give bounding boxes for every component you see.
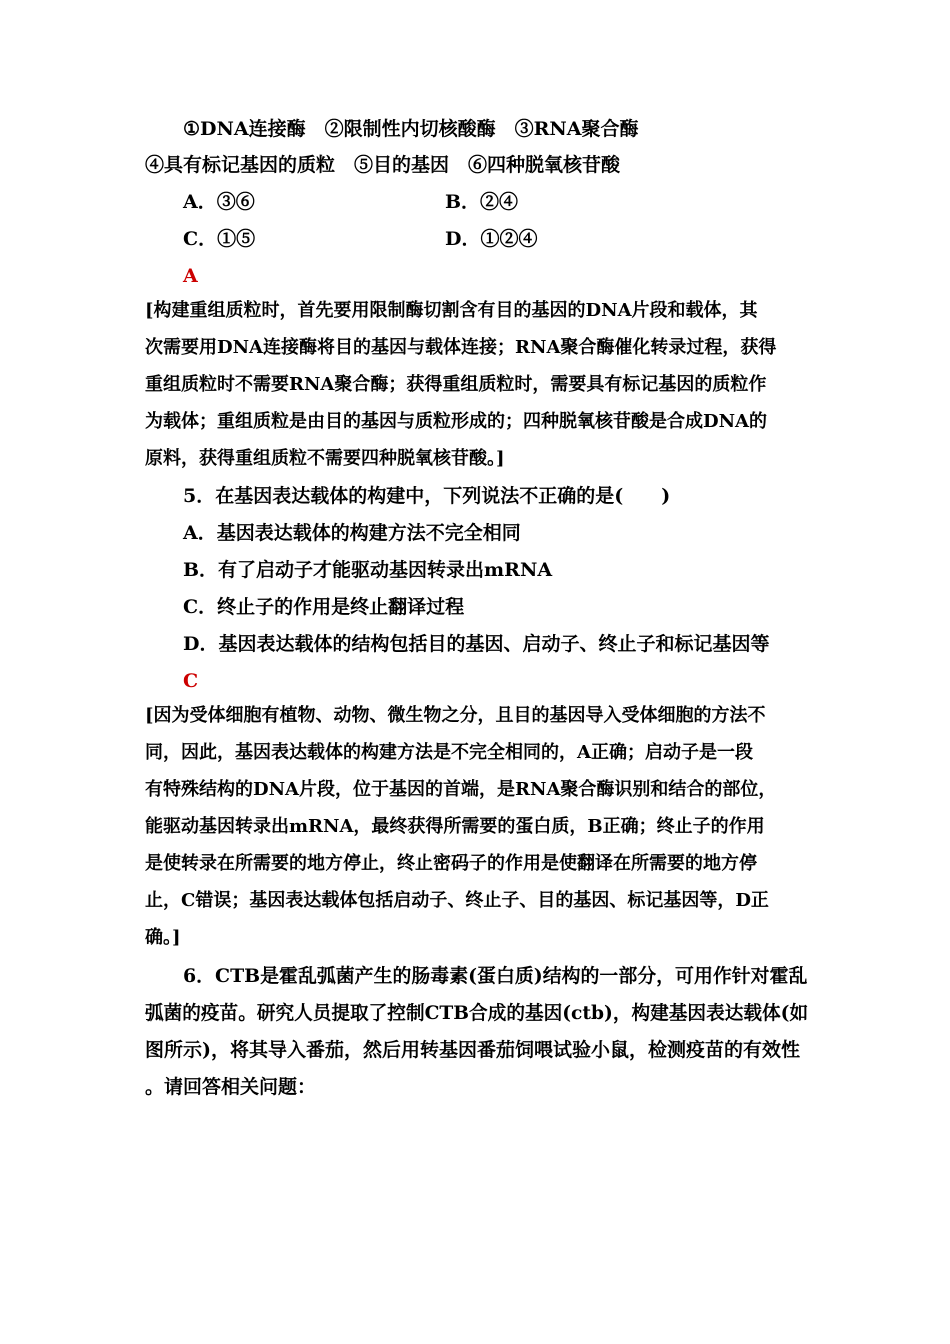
q5-stem: 5．在基因表达载体的构建中，下列说法不正确的是( )	[183, 485, 671, 507]
q5-explanation-line: 止，C错误；基因表达载体包括启动子、终止子、目的基因、标记基因等，D正	[145, 890, 769, 911]
q4-choice-d: D．①②④	[445, 228, 538, 250]
q5-explanation-line: 能驱动基因转录出mRNA，最终获得所需要的蛋白质，B正确；终止子的作用	[145, 816, 765, 837]
q6-stem-line: 弧菌的疫苗。研究人员提取了控制CTB合成的基因(ctb)，构建基因表达载体(如	[145, 1002, 809, 1024]
q4-choice-c: C．①⑤	[183, 228, 256, 250]
q6-stem-line: 图所示)，将其导入番茄，然后用转基因番茄饲喂试验小鼠，检测疫苗的有效性	[145, 1039, 800, 1061]
q4-choice-a: A．③⑥	[183, 191, 255, 213]
q4-explanation-line: 重组质粒时不需要RNA聚合酶；获得重组质粒时，需要具有标记基因的质粒作	[145, 374, 767, 395]
q5-answer: C	[183, 670, 199, 692]
q5-choice-b: B．有了启动子才能驱动基因转录出mRNA	[183, 559, 553, 581]
q6-stem-line: 。请回答相关问题：	[145, 1076, 317, 1098]
q5-explanation-line: 是使转录在所需要的地方停止，终止密码子的作用是使翻译在所需要的地方停	[145, 853, 757, 874]
q6-stem-line: 6．CTB是霍乱弧菌产生的肠毒素(蛋白质)结构的一部分，可用作针对霍乱	[183, 965, 808, 987]
q4-options-line-1: ①DNA连接酶 ②限制性内切核酸酶 ③RNA聚合酶	[183, 118, 639, 140]
q5-explanation-line: [因为受体细胞有植物、动物、微生物之分，且目的基因导入受体细胞的方法不	[145, 705, 766, 726]
q4-options-line-2: ④具有标记基因的质粒 ⑤目的基因 ⑥四种脱氧核苷酸	[145, 154, 621, 176]
q4-explanation-line: 原料，获得重组质粒不需要四种脱氧核苷酸。]	[145, 448, 505, 469]
q4-explanation-line: 为载体；重组质粒是由目的基因与质粒形成的；四种脱氧核苷酸是合成DNA的	[145, 411, 768, 432]
q5-choice-a: A．基因表达载体的构建方法不完全相同	[183, 522, 521, 544]
q4-answer: A	[183, 265, 198, 287]
q4-explanation-line: [构建重组质粒时，首先要用限制酶切割含有目的基因的DNA片段和载体，其	[145, 300, 758, 321]
q4-explanation-line: 次需要用DNA连接酶将目的基因与载体连接；RNA聚合酶催化转录过程，获得	[145, 337, 777, 358]
q5-explanation-line: 同，因此，基因表达载体的构建方法是不完全相同的，A正确；启动子是一段	[145, 742, 753, 763]
q5-explanation-line: 有特殊结构的DNA片段，位于基因的首端，是RNA聚合酶识别和结合的部位，	[145, 779, 777, 800]
q5-explanation-line: 确。]	[145, 927, 181, 948]
q4-choice-b: B．②④	[445, 191, 519, 213]
q5-choice-d: D．基因表达载体的结构包括目的基因、启动子、终止子和标记基因等	[183, 633, 770, 655]
q5-choice-c: C．终止子的作用是终止翻译过程	[183, 596, 465, 618]
